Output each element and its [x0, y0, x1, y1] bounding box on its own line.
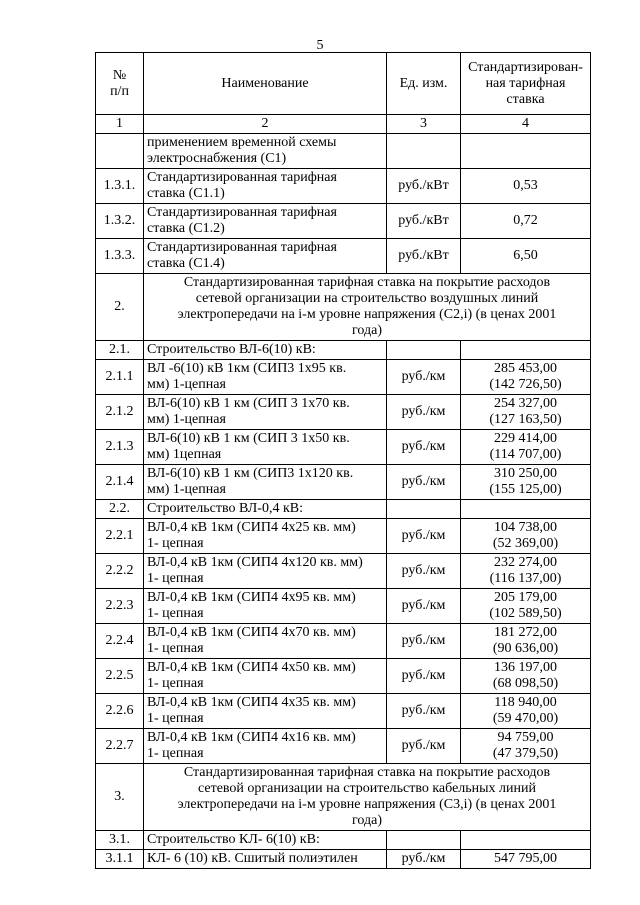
row-number: 2.2.4 [96, 624, 144, 659]
row-unit [387, 500, 461, 519]
row-number: 2.2.6 [96, 694, 144, 729]
table-row [96, 134, 591, 169]
tariff-value-2001: (47 379,50) [492, 746, 559, 761]
row-name: Строительство ВЛ-6(10) кВ: [144, 341, 387, 360]
row-value [461, 831, 591, 850]
row-name: КЛ- 6 (10) кВ. Сшитый полиэтилен [144, 850, 387, 869]
tariff-value: 136 197,00 [494, 660, 557, 675]
row-value [461, 729, 591, 764]
tariff-value: 205 179,00 [494, 590, 557, 605]
row-unit: руб./км [387, 395, 461, 430]
table-row [96, 659, 591, 694]
row-number: 2.2. [96, 500, 144, 519]
row-unit [387, 134, 461, 169]
row-value [461, 694, 591, 729]
row-name: Строительство КЛ- 6(10) кВ: [144, 831, 387, 850]
row-value [461, 500, 591, 519]
row-unit: руб./км [387, 430, 461, 465]
table-row [96, 519, 591, 554]
table-row [96, 694, 591, 729]
tariff-value: 229 414,00 [494, 431, 557, 446]
row-unit: руб./кВт [387, 169, 461, 204]
table-row [96, 729, 591, 764]
row-number: 1.3.1. [96, 169, 144, 204]
header-unit: Ед. изм. [387, 53, 461, 115]
row-unit: руб./км [387, 554, 461, 589]
row-name: Стандартизированная тарифная ставка (С1.2) [144, 204, 387, 239]
row-name: ВЛ-0,4 кВ 1км (СИП4 4х50 кв. мм) 1- цепная [144, 659, 387, 694]
row-number: 2. [96, 274, 144, 341]
tariff-value: 118 940,00 [494, 695, 557, 710]
row-number [96, 134, 144, 169]
row-unit: руб./км [387, 850, 461, 869]
row-value [461, 519, 591, 554]
table-row [96, 169, 591, 204]
header-num: № п/п [96, 53, 144, 115]
row-number: 2.1.1 [96, 360, 144, 395]
row-value [461, 659, 591, 694]
row-value [461, 239, 591, 274]
row-value [461, 589, 591, 624]
row-name: ВЛ-0,4 кВ 1км (СИП4 4х95 кв. мм) 1- цепная [144, 589, 387, 624]
row-name: ВЛ-0,4 кВ 1км (СИП4 4х120 кв. мм) 1- цепная [144, 554, 387, 589]
row-number: 2.1. [96, 341, 144, 360]
row-name: ВЛ-6(10) кВ 1 км (СИП 3 1х70 кв. мм) 1-цепная [144, 395, 387, 430]
tariff-value-2001: (102 589,50) [489, 606, 562, 621]
row-number: 2.2.7 [96, 729, 144, 764]
column-number: 3 [387, 115, 461, 134]
column-number: 2 [144, 115, 387, 134]
row-unit: руб./км [387, 624, 461, 659]
row-value [461, 850, 591, 869]
section-row [96, 764, 591, 831]
row-value [461, 395, 591, 430]
header-name: Наименование [144, 53, 387, 115]
row-unit: руб./кВт [387, 204, 461, 239]
row-name: ВЛ-0,4 кВ 1км (СИП4 4х35 кв. мм) 1- цепная [144, 694, 387, 729]
row-value [461, 624, 591, 659]
row-value [461, 204, 591, 239]
section-row [96, 274, 591, 341]
row-number: 1.3.3. [96, 239, 144, 274]
column-number: 1 [96, 115, 144, 134]
row-name: ВЛ-6(10) кВ 1 км (СИП 3 1х50 кв. мм) 1цепная [144, 430, 387, 465]
row-name: Строительство ВЛ-0,4 кВ: [144, 500, 387, 519]
section-title: Стандартизированная тарифная ставка на покрытие расходов сетевой организации на строительство воздушных линий электропередачи на i-м уровне напряжения (С2,i) (в ценах 2001 года) [144, 274, 591, 341]
row-number: 1.3.2. [96, 204, 144, 239]
tariff-value-2001: (142 726,50) [489, 377, 562, 392]
row-name: Стандартизированная тарифная ставка (С1.1) [144, 169, 387, 204]
row-value [461, 169, 591, 204]
row-value [461, 465, 591, 500]
row-unit: руб./км [387, 519, 461, 554]
table-row [96, 360, 591, 395]
table-row [96, 465, 591, 500]
row-unit: руб./км [387, 465, 461, 500]
header-value: Стандартизирован- ная тарифная ставка [461, 53, 591, 115]
table-row [96, 239, 591, 274]
row-name: ВЛ-0,4 кВ 1км (СИП4 4х25 кв. мм) 1- цепная [144, 519, 387, 554]
tariff-value: 232 274,00 [494, 555, 557, 570]
column-number: 4 [461, 115, 591, 134]
table-row [96, 395, 591, 430]
tariff-value: 310 250,00 [494, 466, 557, 481]
tariff-value-2001: (59 470,00) [492, 711, 559, 726]
subsection-row [96, 500, 591, 519]
row-unit: руб./км [387, 659, 461, 694]
tariff-value: 6,50 [513, 248, 538, 263]
row-number: 3.1. [96, 831, 144, 850]
tariff-value-2001: (116 137,00) [489, 571, 562, 586]
tariff-table-body [96, 53, 591, 869]
section-title: Стандартизированная тарифная ставка на покрытие расходов сетевой организации на строительство кабельных линий электропередачи на i-м уровне напряжения (С3,i) (в ценах 2001 года) [144, 764, 591, 831]
tariff-value: 254 327,00 [494, 396, 557, 411]
row-number: 3.1.1 [96, 850, 144, 869]
tariff-table [95, 52, 591, 869]
row-unit: руб./км [387, 694, 461, 729]
page-number: 5 [316, 38, 324, 53]
row-number: 2.1.3 [96, 430, 144, 465]
row-name: ВЛ-0,4 кВ 1км (СИП4 4х16 кв. мм) 1- цепная [144, 729, 387, 764]
header-row [96, 53, 591, 115]
row-number: 2.1.4 [96, 465, 144, 500]
row-value [461, 554, 591, 589]
tariff-value: 104 738,00 [494, 520, 557, 535]
row-name: ВЛ -6(10) кВ 1км (СИП3 1х95 кв. мм) 1-цепная [144, 360, 387, 395]
row-unit: руб./км [387, 360, 461, 395]
row-unit: руб./км [387, 589, 461, 624]
row-value [461, 360, 591, 395]
row-unit: руб./км [387, 729, 461, 764]
tariff-value-2001: (68 098,50) [492, 676, 559, 691]
row-name: ВЛ-0,4 кВ 1км (СИП4 4х70 кв. мм) 1- цепная [144, 624, 387, 659]
subsection-row [96, 831, 591, 850]
tariff-value-2001: (90 636,00) [492, 641, 559, 656]
table-row [96, 204, 591, 239]
tariff-value-2001: (114 707,00) [489, 447, 562, 462]
row-number: 2.2.3 [96, 589, 144, 624]
tariff-value: 0,53 [513, 178, 538, 193]
row-value [461, 430, 591, 465]
row-number: 2.2.5 [96, 659, 144, 694]
tariff-value: 94 759,00 [497, 730, 554, 745]
table-row [96, 430, 591, 465]
subsection-row [96, 341, 591, 360]
table-row [96, 554, 591, 589]
tariff-value-2001: (127 163,50) [489, 412, 562, 427]
row-unit [387, 341, 461, 360]
row-value [461, 341, 591, 360]
row-value [461, 134, 591, 169]
tariff-value-2001: (155 125,00) [489, 482, 562, 497]
tariff-value: 547 795,00 [494, 851, 557, 866]
column-number-row [96, 115, 591, 134]
tariff-value-2001: (52 369,00) [492, 536, 559, 551]
row-name: ВЛ-6(10) кВ 1 км (СИП3 1х120 кв. мм) 1-цепная [144, 465, 387, 500]
tariff-value: 181 272,00 [494, 625, 557, 640]
row-number: 2.2.1 [96, 519, 144, 554]
table-row [96, 589, 591, 624]
row-unit: руб./кВт [387, 239, 461, 274]
row-name: применением временной схемы электроснабжения (С1) [144, 134, 387, 169]
row-number: 3. [96, 764, 144, 831]
row-number: 2.1.2 [96, 395, 144, 430]
tariff-value: 0,72 [513, 213, 538, 228]
row-name: Стандартизированная тарифная ставка (С1.4) [144, 239, 387, 274]
row-number: 2.2.2 [96, 554, 144, 589]
table-row [96, 624, 591, 659]
tariff-value: 285 453,00 [494, 361, 557, 376]
row-unit [387, 831, 461, 850]
table-row [96, 850, 591, 869]
